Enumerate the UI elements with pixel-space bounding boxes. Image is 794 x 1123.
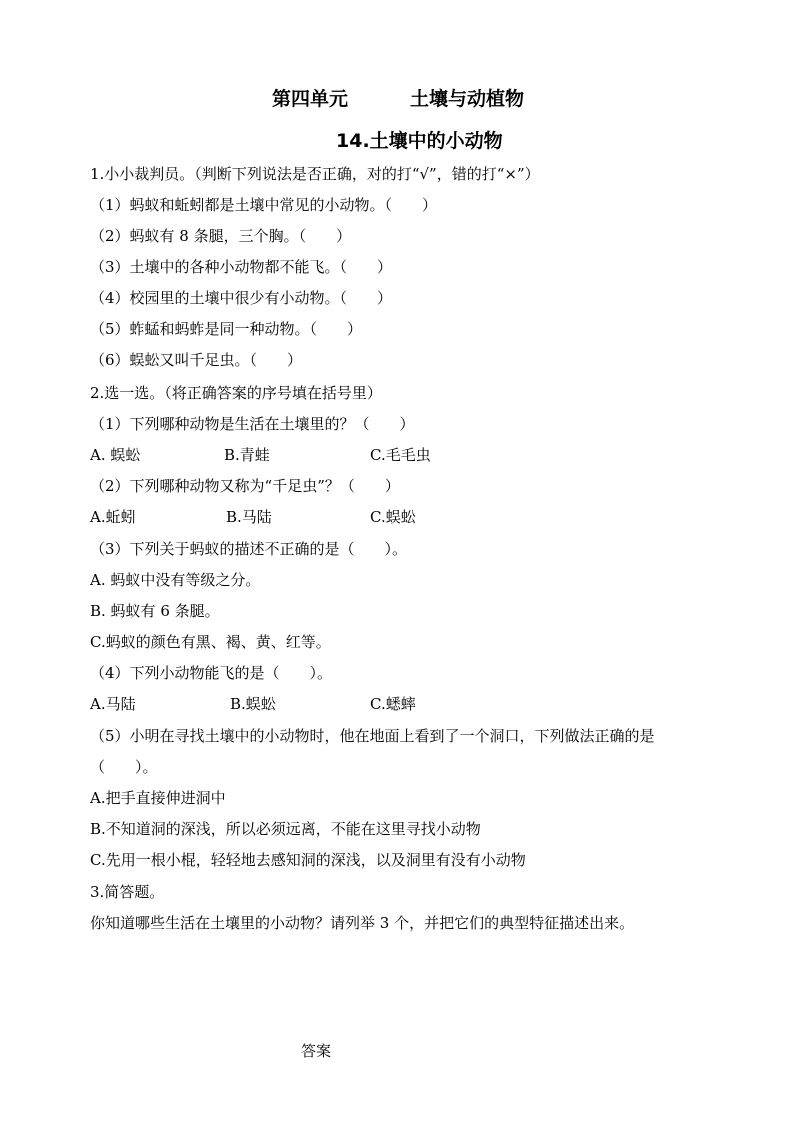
q1-item-2: （2）蚂蚁有 8 条腿，三个胸。（ ）: [90, 227, 352, 245]
q2-sub2-option-a: A.蚯蚓: [90, 508, 136, 526]
q2-sub2-option-b: B.马陆: [226, 508, 272, 526]
q2-sub4-stem: （4）下列小动物能飞的是（ ）。: [90, 664, 333, 682]
unit-number: 第四单元: [272, 88, 349, 110]
unit-title: [272, 84, 524, 111]
q2-sub3-option-b: B. 蚂蚁有 6 条腿。: [90, 602, 220, 620]
q2-sub3-option-c: C.蚂蚁的颜色有黑、褐、黄、红等。: [90, 633, 331, 651]
q1-item-5: （5）蚱蜢和蚂蚱是同一种动物。（ ）: [90, 320, 363, 338]
q2-sub5-option-c: C.先用一根小棍，轻轻地去感知洞的深浅，以及洞里有没有小动物: [90, 851, 526, 869]
q2-sub5-option-b: B.不知道洞的深浅，所以必须远离，不能在这里寻找小动物: [90, 820, 481, 838]
q2-sub3-stem: （3）下列关于蚂蚁的描述不正确的是（ ）。: [90, 540, 408, 558]
q2-sub3-option-a: A. 蚂蚁中没有等级之分。: [90, 571, 261, 589]
lesson-title: 14.土壤中的小动物: [336, 130, 503, 152]
q2-sub2-stem: （2）下列哪种动物又称为“千足虫”？（ ）: [90, 477, 400, 495]
q2-sub5-option-a: A.把手直接伸进洞中: [90, 789, 226, 807]
q2-sub4-option-b: B.蜈蚣: [230, 695, 276, 713]
q1-item-4: （4）校园里的土壤中很少有小动物。（ ）: [90, 289, 393, 307]
q2-sub5-stem-continued: （ ）。: [90, 758, 158, 776]
q3-title: 3.简答题。: [90, 883, 165, 901]
unit-topic: 土壤与动植物: [410, 88, 525, 110]
answer-heading: 答案: [301, 1042, 332, 1060]
q2-sub2-option-c: C.蜈蚣: [370, 508, 416, 526]
q2-sub1-option-b: B.青蛙: [224, 446, 270, 464]
q1-item-3: （3）土壤中的各种小动物都不能飞。（ ）: [90, 258, 393, 276]
q2-sub1-stem: （1）下列哪种动物是生活在土壤里的？（ ）: [90, 415, 415, 433]
q2-title: 2.选一选。（将正确答案的序号填在括号里）: [90, 384, 382, 402]
q1-title: 1.小小裁判员。（判断下列说法是否正确，对的打“√”，错的打“×”）: [90, 165, 540, 183]
q2-sub5-stem: （5）小明在寻找土壤中的小动物时，他在地面上看到了一个洞口，下列做法正确的是: [90, 727, 655, 745]
q2-sub1-option-a: A. 蜈蚣: [90, 446, 141, 464]
q2-sub4-option-c: C.蟋蟀: [370, 695, 416, 713]
q1-item-6: （6）蜈蚣又叫千足虫。（ ）: [90, 351, 303, 369]
q3-question: 你知道哪些生活在土壤里的小动物？请列举 3 个，并把它们的典型特征描述出来。: [90, 914, 635, 932]
q2-sub1-option-c: C.毛毛虫: [370, 446, 431, 464]
q2-sub4-option-a: A.马陆: [90, 695, 136, 713]
q1-item-1: （1）蚂蚁和蚯蚓都是土壤中常见的小动物。（ ）: [90, 196, 438, 214]
